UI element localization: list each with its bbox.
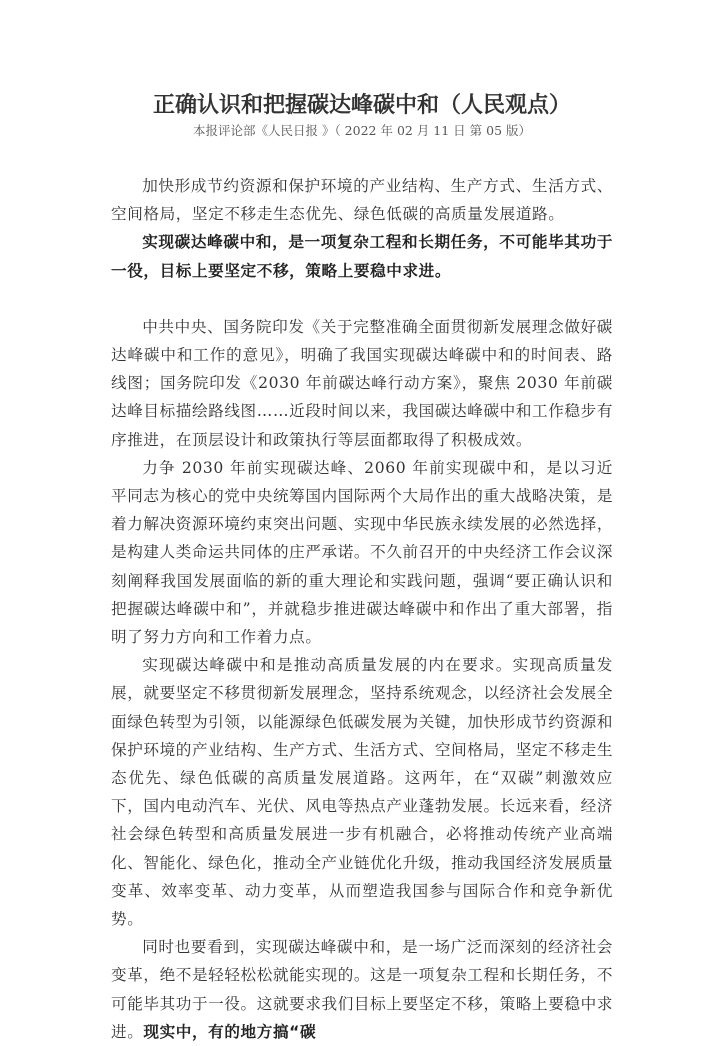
article-title: 正确认识和把握碳达峰碳中和（人民观点） <box>152 93 571 118</box>
paragraph-gap <box>111 285 613 313</box>
last-paragraph-text: 同时也要看到，实现碳达峰碳中和，是一场广泛而深刻的经济社会变革，绝不是轻轻松松就能实现的。这是一项复杂工程和长期任务，不可能毕其功于一役。这就要求我们目标上要坚定不移，策略上要稳中求进。 <box>111 938 614 1041</box>
body-paragraph: 力争 2030 年前实现碳达峰、2060 年前实现碳中和，是以习近平同志为核心的党中央统筹国内国际两个大局作出的重大战略决策，是着力解决资源环境约束突出问题、实现中华民族永续发展的必然选择，是构建人类命运共同体的庄严承诺。不久前召开的中央经济工作会议深刻阐释我国发展面临的新的重大理论和实践问题，强调“要正确认识和把握碳达峰碳中和”，并就稳步推进碳达峰碳中和作出了重大部署，指明了努力方向和工作着力点。 <box>111 458 614 647</box>
body-paragraph: 实现碳达峰碳中和是推动高质量发展的内在要求。实现高质量发展，就要坚定不移贯彻新发展理念，坚持系统观念，以经济社会发展全面绿色转型为引领，以能源绿色低碳发展为关键，加快形成节约资源和保护环境的产业结构、生产方式、生活方式、空间格局，坚定不移走生态优先、绿色低碳的高质量发展道路。这两年，在“双碳”刺激效应下，国内电动汽车、光伏、风电等热点产业蓬勃发展。长远来看，经济社会绿色转型和高质量发展进一步有机融合，必将推动传统产业高端化、智能化、绿色化，推动全产业链优化升级，推动我国经济发展质量变革、效率变革、动力变革，从而塑造我国参与国际合作和竞争新优势。 <box>111 656 614 929</box>
article-byline: 本报评论部《人民日报 》（ 2022 年 02 月 11 日 第 05 版） <box>192 123 531 138</box>
last-paragraph-bold-text: 现实中，有的地方搞“碳 <box>143 1022 317 1041</box>
highlight-paragraph: 实现碳达峰碳中和，是一项复杂工程和长期任务，不可能毕其功于一役，目标上要坚定不移，策略上要稳中求进。 <box>111 233 613 280</box>
lead-paragraph: 加快形成节约资源和保护环境的产业结构、生产方式、生活方式、空间格局，坚定不移走生态优先、绿色低碳的高质量发展道路。 <box>111 177 613 224</box>
body-paragraph: 中共中央、国务院印发《关于完整准确全面贯彻新发展理念做好碳达峰碳中和工作的意见》，明确了我国实现碳达峰碳中和的时间表、路线图；国务院印发《2030 年前碳达峰行动方案》，聚焦 2030 年前碳达峰目标描绘路线图……近段时间以来，我国碳达峰碳中和工作稳步有序推进，在顶层设计和政策执行等层面都取得了积极成效。 <box>111 317 614 449</box>
article-body <box>111 172 613 1046</box>
body-paragraph-last <box>111 933 613 1046</box>
